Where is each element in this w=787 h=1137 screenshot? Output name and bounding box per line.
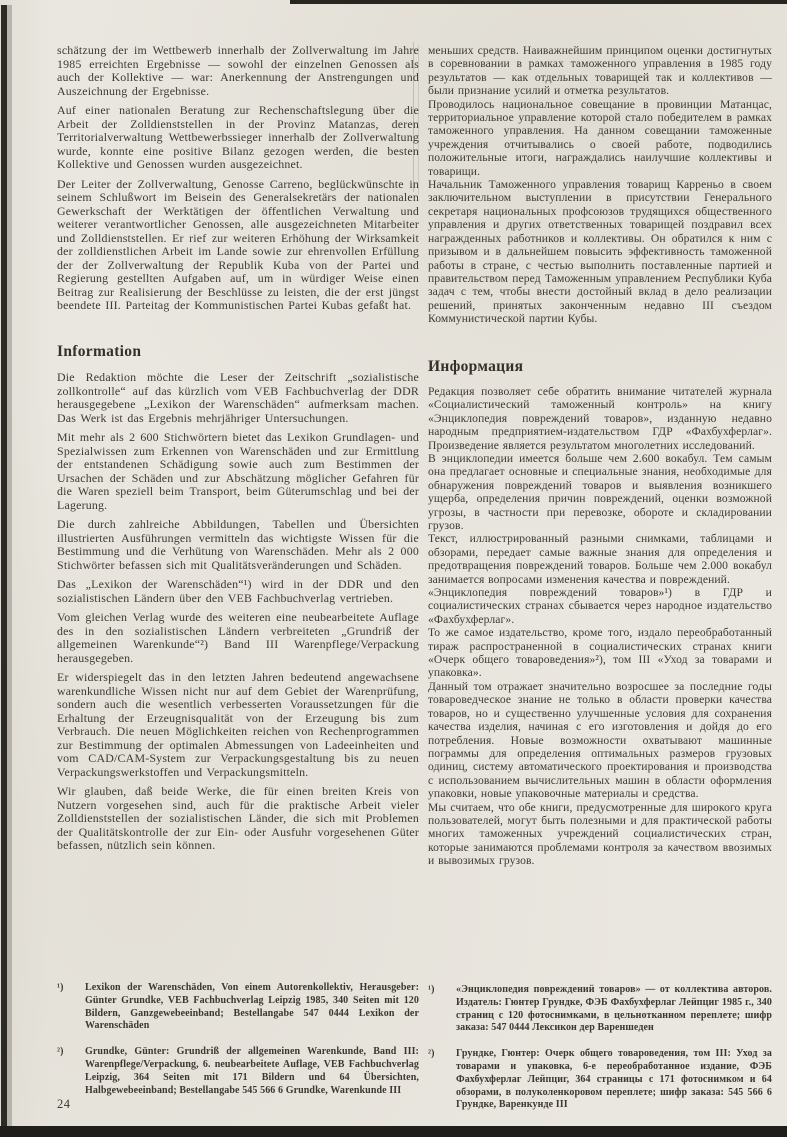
footnote-marker: ²) bbox=[428, 1048, 435, 1060]
german-column bbox=[57, 44, 419, 982]
german-paragraph: Wir glauben, daß beide Werke, die für einen breiten Kreis von Nutzern vorgesehen sind, auch für die praktische Arbeit vieler Zolldienststellen der sozialistischen Länder, die sich mit Problemen der Qualitätskontrolle der zur Ein- oder Ausfuhr vorgesehenen Güter befassen, nützlich sein können. bbox=[57, 784, 419, 852]
german-paragraph: Die Redaktion möchte die Leser der Zeitschrift „sozialistische zollkontrolle“ auf das kürzlich vom VEB Fachbuchverlag der DDR herausgegebene „Lexikon der Warenschäden“ aufmerksam machen. Das Werk ist das Ergebnis mehrjähriger Untersuchungen. bbox=[57, 370, 419, 425]
footnote-text: Grundke, Günter: Grundriß der allgemeinen Warenkunde, Band III: Warenpflege/Verpackung, 6. neubearbeitete Auflage, VEB Fachbuchverlag Leipzig, 364 Seiten mit 171 Bildern und 64 Übersichten, Halbgewebeeinband; Bestellangabe 545 566 6 Grundke, Warenkunde III bbox=[85, 1046, 419, 1096]
russian-paragraph: Проводилось национальное совещание в провинции Матанцас, территориальное управление которой стало победителем в рамках таможенного управления. На данном совещании таможенные учреждения отчитывались о своей работе, подводились положительные итоги, награждались наилучшие коллективы и товарищи. bbox=[428, 97, 772, 178]
german-paragraph: Auf einer nationalen Beratung zur Rechenschaftslegung über die Arbeit der Zolldienststellen in der Provinz Matanzas, deren Territorialverwaltung Wettbewerbssieger innerhalb der Zollverwaltung wurde, konnte eine positive Bilanz gezogen werden, die besten Kollektive und Genossen wurden ausgezeichnet. bbox=[57, 103, 419, 171]
footnote-text: Грундке, Гюнтер: Очерк общего товароведения, том III: Уход за товарами и упаковка, 6-е переобработанное издание, ФЭБ Фахбухферлаг Лейпциг, 364 страницы с 171 фотоснимком и 64 обзорами, в полуколенкоровом переплете; шифр заказа: 545 566 6 Грундке, Варенкунде III bbox=[456, 1048, 772, 1111]
russian-paragraph: Мы считаем, что обе книги, предусмотренные для широкого круга пользователей, могут быть полезными и для практической работы многих таможенных учреждений социалистических стран, которые занимаются проблемами контроля за качеством ввозимых и вывозимых грузов. bbox=[428, 800, 772, 868]
footnote-text: «Энциклопедия повреждений товаров» — от коллектива авторов. Издатель: Гюнтер Грундке, ФЭБ Фахбухферлаг Лейпциг 1985 г., 340 страниц с 120 фотоснимками, в цельнотканном переплете; шифр заказа: 547 0444 Лексикон дер Вареншеден bbox=[456, 984, 772, 1034]
russian-column bbox=[428, 44, 772, 984]
russian-paragraph: Данный том отражает значительно возросшее за последние годы товароведческое знание не только в области проверки качества товаров, но и существенно улучшенные условия для сохранения качества изделия, начиная с его изготовления и дойдя до его потребления. Новые возможности охватывают машинные пограммы для определения оптимальных размеров грузовых одиниц, систему автоматического проектирования и производства с использованием вычислительных машин в области оформления упаковки, новые упаковочные материалы и средства. bbox=[428, 679, 772, 801]
german-footnote-1 bbox=[57, 982, 419, 1033]
german-paragraph: Mit mehr als 2 600 Stichwörtern bietet das Lexikon Grundlagen- und Spezialwissen zum Erkennen von Warenschäden und zur Ermittlung der entstandenen Schädigung sowie auch zum Bestimmen der Ursachen der Schäden und zur Abschätzung möglicher Gefahren für die Waren speziell beim Transport, beim Güterumschlag und bei der Lagerung. bbox=[57, 430, 419, 512]
section-heading-information-ru: Информация bbox=[428, 357, 524, 375]
section-heading-information-de: Information bbox=[57, 342, 142, 360]
german-paragraph: Der Leiter der Zollverwaltung, Genosse Carreno, beglückwünschte in seinem Schlußwort im Beisein des Generalsekretärs der nationalen Gewerkschaft der Werktätigen der öffentlichen Verwaltung und weiterer verantwortlicher Genossen, alle ausgezeichneten Mitarbeiter und Zolldienststellen. Er rief zur weiteren Erhöhung der Wirksamkeit der zolldienstlichen Arbeit im Lande sowie zur ehrenvollen Erfüllung der der Zollverwaltung der Republik Kuba von der Partei und Regierung gestellten Aufgaben auf, um in würdiger Weise einen Beitrag zur Realisierung der Beschlüsse zu leisten, die der erst jüngst beendete III. Parteitag der Kommunistischen Partei Kubas gefaßt hat. bbox=[57, 176, 419, 312]
russian-paragraph: То же самое издательство, кроме того, издало переобработанный тираж распространенной в социалистических странах книги «Очерк общего товароведения»²), том III «Уход за товарами и упаковка». bbox=[428, 626, 772, 680]
german-paragraph: Das „Lexikon der Warenschäden“¹) wird in der DDR und den sozialistischen Ländern über den VEB Fachbuchverlag vertrieben. bbox=[57, 577, 419, 605]
scan-edge-top bbox=[290, 0, 787, 4]
russian-footnote-1 bbox=[428, 984, 772, 1035]
german-paragraph: Die durch zahlreiche Abbildungen, Tabellen und Übersichten illustrierten Ausführungen vermitteln das wichtigste Wissen für die Bestimmung und die Verhütung von Warenschäden. Mehr als 2 000 Stichwörter befassen sich mit Qualitätsveränderungen und Schäden. bbox=[57, 517, 419, 572]
german-paragraph: Er widerspiegelt das in den letzten Jahren bedeutend angewachsene warenkundliche Wissen nicht nur auf dem Gebiet der Warenprüfung, sondern auch die wesentlich verbesserten Voraussetzungen für die Erhaltung der Erzeugnisqualität von der Erzeugung bis zum Verbrauch. Die neuen Möglichkeiten reichen von Rechenprogrammen zur Bestimmung der optimalen Abmessungen von Ladeeinheiten und vom CAD/CAM-System zur Verpackungsgestaltung bis zu neuen Verpackungswerkstoffen und Verpackungsmitteln. bbox=[57, 670, 419, 779]
footnote-marker: ¹) bbox=[57, 982, 64, 993]
scan-edge-bottom bbox=[0, 1126, 787, 1137]
russian-paragraph: «Энциклопедия повреждений товаров»¹) в ГДР и социалистических странах сбывается через народное издательство «Фахбухферлаг». bbox=[428, 586, 772, 626]
russian-footnote-2 bbox=[428, 1048, 772, 1112]
footnote-marker: ²) bbox=[57, 1046, 64, 1058]
german-paragraph: schätzung der im Wettbewerb innerhalb der Zollverwaltung im Jahre 1985 erreichten Ergebnisse — sowohl der einzelnen Genossen als auch der Kollektive — war: Anerkennung der Anstrengungen und Auszeichnung der Ergebnisse. bbox=[57, 44, 419, 98]
german-footnote-2 bbox=[57, 1046, 419, 1097]
german-footnotes bbox=[57, 982, 419, 1110]
russian-paragraph: Редакция позволяет себе обратить внимание читателей журнала «Социалистический таможенный контроль» на книгу «Энциклопедия повреждений товаров», изданную недавно народным предприятием-издательством ГДР «Фахбухферлаг». Произведение является результатом многолетних исследований. bbox=[428, 384, 772, 452]
footnote-text: Lexikon der Warenschäden, Von einem Autorenkollektiv, Herausgeber: Günter Grundke, VEB Fachbuchverlag Leipzig 1985, 340 Seiten mit 120 Bildern, Ganzgewebeeinband; Bestellangabe 547 0444 Lexikon der Warenschäden bbox=[85, 982, 419, 1032]
russian-footnotes bbox=[428, 984, 772, 1125]
footnote-marker: ¹) bbox=[428, 984, 435, 995]
russian-paragraph: Начальник Таможенного управления товарищ Карреньо в своем заключительном выступлении в присутствии Генерального секретаря национальных профсоюзов трудящихся общественного управления и других ответственных товарищей поздравил всех награжденных работников и коллективы. Он обратился к ним с призывом и в дальнейшем повысить эффективность таможенной работы в стране, с честью выполнить поставленные партией и правительством перед Таможенным управлением Республики Куба задач с тем, чтобы внести достойный вклад в дело реализации решений, принятых законченным недавно III съездом Коммунистической партии Кубы. bbox=[428, 178, 772, 326]
scan-edge-left-shadow bbox=[7, 5, 12, 1137]
russian-paragraph: В энциклопедии имеется больше чем 2.600 вокабул. Тем самым она предлагает основные и специальные знания, необходимые для обнаружения повреждений товаров и выявления возникшего ущерба, определения причин повреждений, оценки возможной угрозы, в частности при перевозке, обороте и складировании грузов. bbox=[428, 451, 772, 532]
german-paragraph: Vom gleichen Verlag wurde des weiteren eine neubearbeitete Auflage des in den sozialistischen Ländern verbreiteten „Grundriß der allgemeinen Warenkunde“²) Band III Warenpflege/Verpackung herausgegeben. bbox=[57, 610, 419, 665]
russian-paragraph: меньших средств. Наиважнейшим принципом оценки достигнутых в соревновании в рамках таможенного управления в 1985 году результатов — как отдельных товарищей так и коллективов — были признание усилий и отметка результатов. bbox=[428, 44, 772, 98]
page-number: 24 bbox=[57, 1097, 71, 1111]
russian-paragraph: Текст, иллюстрированный разными снимками, таблицами и обзорами, передает самые важные знания для определения и предотвращения повреждений товаров. Больше чем 2.000 вокабул занимается вопросами изменения качества и повреждений. bbox=[428, 532, 772, 586]
